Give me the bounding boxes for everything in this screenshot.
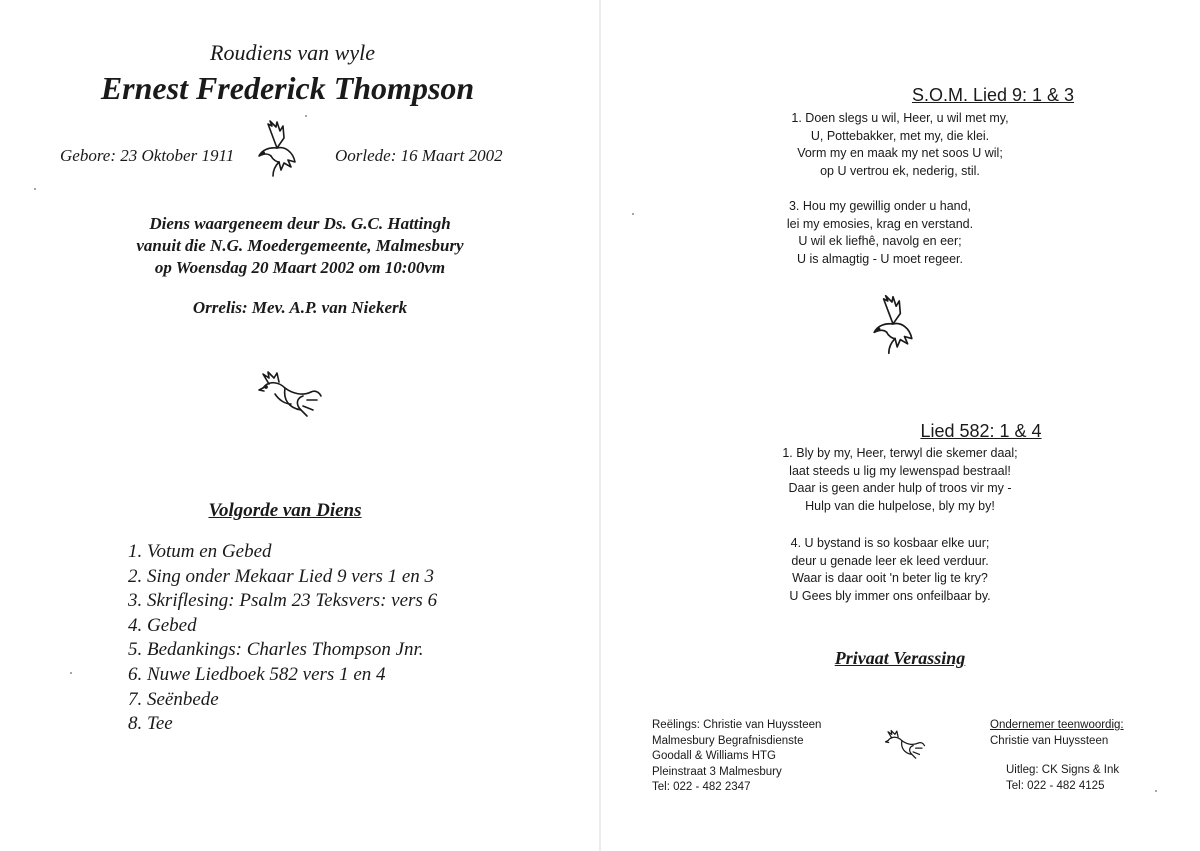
hymn-verse <box>760 535 1020 605</box>
verse-line: U wil ek liefhê, navolg en eer; <box>798 234 962 248</box>
list-item: 4. Gebed <box>128 614 197 636</box>
order-of-service-list <box>128 540 437 737</box>
verse-line: Vorm my en maak my net soos U wil; <box>797 146 1003 160</box>
paper-speck <box>632 213 634 215</box>
printer-name: Uitleg: CK Signs & Ink <box>1006 764 1120 776</box>
verse-line: 4. U bystand is so kosbaar elke uur; <box>790 536 990 550</box>
verse-line: U, Pottebakker, met my, die klei. <box>810 128 990 143</box>
footer-line: Malmesbury Begrafnisdienste <box>652 734 804 747</box>
hymn-title: S.O.M. Lied 9: 1 & 3 <box>911 85 1075 105</box>
paper-speck <box>1155 790 1157 792</box>
undertaker-name: Christie van Huyssteen <box>990 734 1109 747</box>
dove-icon <box>870 292 916 358</box>
verse-line: Hulp van die hulpelose, bly my by! <box>805 498 995 513</box>
undertaker-block <box>990 718 1124 749</box>
list-item: 5. Bedankings: Charles Thompson Jnr. <box>128 639 424 661</box>
printer-tel: Tel: 022 - 482 4125 <box>1006 779 1105 792</box>
verse-line: op U vertrou ek, nederig, stil. <box>820 163 980 178</box>
verse-line: deur u genade leer ek leed verduur. <box>791 553 989 568</box>
private-cremation-note: Privaat Verassing <box>834 648 966 668</box>
organist-line: Orrelis: Mev. A.P. van Niekerk <box>192 298 408 317</box>
dove-icon <box>255 370 325 420</box>
hymn-verse <box>770 198 990 268</box>
verse-line: 1. Doen slegs u wil, Heer, u wil met my, <box>791 111 1009 125</box>
hymn-verse <box>760 445 1040 515</box>
hymn-verse <box>770 110 1030 180</box>
service-line: op Woensdag 20 Maart 2002 om 10:00vm <box>154 258 446 277</box>
printer-block <box>1006 763 1119 794</box>
order-of-service-title: Volgorde van Diens <box>208 500 362 521</box>
list-item: 2. Sing onder Mekaar Lied 9 vers 1 en 3 <box>128 565 435 587</box>
undertaker-title: Ondernemer teenwoordig: <box>990 719 1124 731</box>
footer-line: Tel: 022 - 482 2347 <box>652 781 751 793</box>
list-item: 7. Seënbede <box>128 688 219 710</box>
verse-line: Daar is geen ander hulp of troos vir my - <box>788 481 1012 495</box>
footer-line: Pleinstraat 3 Malmesbury <box>652 765 782 778</box>
verse-line: lei my emosies, krag en verstand. <box>786 216 974 231</box>
deceased-name: Ernest Frederick Thompson <box>100 70 475 106</box>
verse-line: laat steeds u lig my lewenspad bestraal! <box>789 463 1011 478</box>
birth-date: Gebore: 23 Oktober 1911 <box>60 146 235 165</box>
list-item: 3. Skriflesing: Psalm 23 Teksvers: vers 6 <box>128 590 438 612</box>
dove-icon <box>255 118 299 180</box>
verse-line: Waar is daar ooit 'n beter lig te kry? <box>792 571 988 585</box>
memorial-subtitle: Roudiens van wyle <box>210 40 375 65</box>
verse-line: U is almagtig - U moet regeer. <box>796 251 964 266</box>
hymn-title: Lied 582: 1 & 4 <box>920 421 1042 441</box>
service-line: vanuit die N.G. Moedergemeente, Malmesbury <box>136 236 464 255</box>
footer-line: Goodall & Williams HTG <box>652 750 776 762</box>
death-date: Oorlede: 16 Maart 2002 <box>335 146 503 165</box>
service-line: Diens waargeneem deur Ds. G.C. Hattingh <box>149 214 451 233</box>
verse-line: U Gees bly immer ons onfeilbaar by. <box>789 588 991 603</box>
dove-icon <box>883 728 927 762</box>
right-page <box>600 0 1200 851</box>
arrangements-block <box>652 718 821 796</box>
list-item: 1. Votum en Gebed <box>128 541 272 562</box>
verse-line: 3. Hou my gewillig onder u hand, <box>788 199 972 213</box>
paper-speck <box>305 115 307 117</box>
list-item: 8. Tee <box>128 713 173 735</box>
paper-speck <box>34 188 36 190</box>
paper-speck <box>70 672 72 674</box>
list-item: 6. Nuwe Liedboek 582 vers 1 en 4 <box>128 663 386 685</box>
verse-line: 1. Bly by my, Heer, terwyl die skemer daal; <box>782 446 1018 460</box>
footer-line: Reëlings: Christie van Huyssteen <box>652 719 822 731</box>
